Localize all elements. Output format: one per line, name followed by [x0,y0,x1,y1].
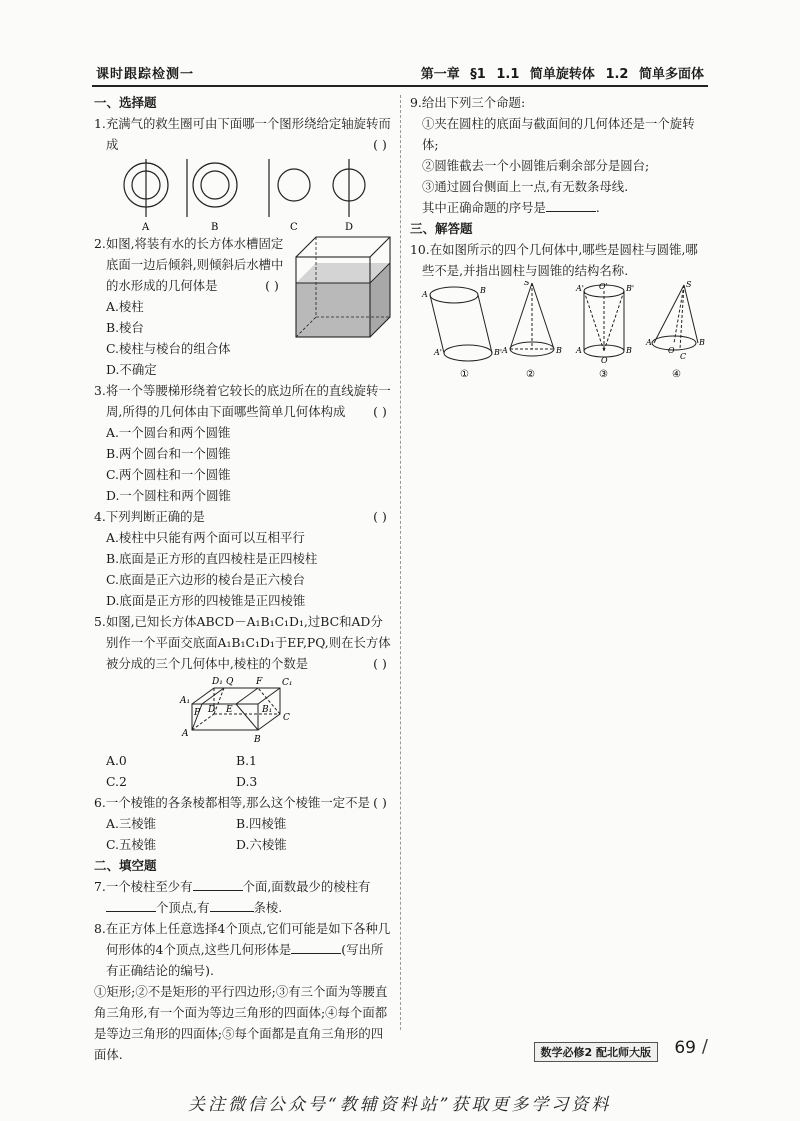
q5-label-d1: D₁ [212,677,223,687]
q10-pt-b: B [480,286,486,295]
q5-label-a1: A₁ [180,696,191,706]
q5-paren: ( ) [373,656,387,671]
q9-text: 9.给出下列三个命题: [410,95,526,110]
question-7 [94,876,394,918]
question-1 [94,113,394,233]
q10-pt-o-4: O [668,346,675,355]
q5-label-b: B [254,735,261,745]
column-divider [400,95,401,1030]
q7-text-4: 条棱. [253,900,283,915]
question-2 [94,233,394,380]
q5-figure [94,674,394,750]
q10-pt-a-2: A [502,346,508,355]
q10-pt-s-4: S [686,281,692,289]
section-fill: 二、填空题 [94,858,157,873]
section-choice: 一、选择题 [94,95,157,110]
q5-label-d: D [208,705,216,715]
q9-blank[interactable] [546,197,596,212]
q4-option-c: C.底面是正六边形的棱台是正六棱台 [106,572,305,587]
q4-text: 4.下列判断正确的是 [94,509,205,524]
q9-item-3: ③通过圆台侧面上一点,有无数条母线. [422,179,629,194]
q5-label-c1: C₁ [282,678,293,688]
q10-pt-o-3: O [601,356,608,365]
q10-pt-b-4: B [699,338,705,347]
q3-option-a: A.一个圆台和两个圆锥 [106,425,231,440]
q3-option-d: D.一个圆柱和两个圆锥 [106,488,231,503]
q10-fig-label-2: ② [526,369,535,380]
question-8 [94,918,394,981]
header-right: 第一章 §1 1.1 简单旋转体 1.2 简单多面体 [420,67,704,82]
q8-statements: ①矩形;②不是矩形的平行四边形;③有三个面为等腰直角三角形,有一个面为等边三角形的四面体;④每个面都是等边三角形的四面体;⑤每个面都是直角三角形的四面体. [94,984,388,1062]
q5-option-d: D.3 [236,774,258,789]
q9-item-1: ①夹在圆柱的底面与截面间的几何体还是一个旋转体; [422,116,695,152]
q2-paren: ( ) [265,278,279,293]
question-6 [94,792,394,855]
q2-option-c: C.棱柱与棱台的组合体 [106,341,231,356]
q2-option-b: B.棱台 [106,320,144,335]
q1-label-a: A [142,222,150,233]
q10-pt-a-4: A [646,338,652,347]
question-5 [94,611,394,792]
q6-option-a: A.三棱锥 [106,816,157,831]
q5-option-a: A.0 [106,753,127,768]
q5-option-c: C.2 [106,774,127,789]
q4-paren: ( ) [373,509,387,524]
q5-option-b: B.1 [236,753,257,768]
q10-text: 10.在如图所示的四个几何体中,哪些是圆柱与圆锥,哪些不是,并指出圆柱与圆锥的结构名称. [410,242,698,278]
q4-option-d: D.底面是正方形的四棱锥是正四棱锥 [106,593,306,608]
q3-option-c: C.两个圆柱和一个圆锥 [106,467,231,482]
q3-text: 3.将一个等腰梯形绕着它较长的底边所在的直线旋转一周,所得的几何体由下面哪些简单几何体构成 [94,383,391,419]
q3-paren: ( ) [373,404,387,419]
q8-text-1: 8.在正方体上任意选择4个顶点,它们可能是如下各种几何形体的4个顶点,这些几何形体是 [94,921,391,957]
q5-label-f: F [256,677,263,687]
q1-text: 1.充满气的救生圈可由下面哪一个图形绕给定轴旋转而成 [94,116,391,152]
page-number: 69 [674,1038,696,1058]
section-answer: 三、解答题 [410,221,473,236]
q5-label-p: P [194,708,201,718]
q9-item-2: ②圆锥截去一个小圆锥后剩余部分是圆台; [422,158,650,173]
q10-pt-a-prime-3: A' [576,284,584,293]
left-column [94,92,394,1065]
q7-text-1: 7.一个棱柱至少有 [94,879,193,894]
q7-blank-2[interactable] [106,897,156,912]
q10-fig-label-1: ① [460,369,469,380]
q5-label-q: Q [226,677,234,687]
q10-pt-s-2: S [524,281,530,287]
q6-paren: ( ) [373,795,387,810]
q5-label-b1: B₁ [262,705,273,715]
q2-text: 2.如图,将装有水的长方体水槽固定底面一边后倾斜,则倾斜后水槽中的水形成的几何体是 [94,236,284,293]
q10-pt-a: A [422,290,428,299]
page-slash: / [701,1036,708,1057]
q2-figure [294,233,394,341]
q1-label-c: C [290,222,298,233]
question-4 [94,506,394,611]
q6-option-b: B.四棱锥 [236,816,287,831]
q10-pt-b-3: B [626,346,632,355]
q1-paren: ( ) [373,137,387,152]
q10-pt-a-prime: A' [434,348,442,357]
q10-pt-o-prime-3: O' [599,282,608,291]
right-column [410,92,710,381]
q7-blank-3[interactable] [210,897,254,912]
q6-option-c: C.五棱锥 [106,837,157,852]
q10-figure [410,281,710,381]
q1-label-b: B [211,222,219,233]
q6-text: 6.一个棱锥的各条棱都相等,那么这个棱锥一定不是 [94,795,370,810]
q8-text-2: (写出所有正确结论的编号). [106,942,384,978]
q9-tail-2: . [595,200,600,215]
q5-label-e: E [226,705,233,715]
q5-label-c: C [283,713,290,723]
q8-blank[interactable] [291,939,341,954]
q10-fig-label-3: ③ [599,369,608,380]
q7-blank-1[interactable] [193,876,243,891]
q4-option-b: B.底面是正方形的直四棱柱是正四棱柱 [106,551,318,566]
q5-text: 5.如图,已知长方体ABCD－A₁B₁C₁D₁,过BC和AD分别作一个平面交底面A₁B₁C₁D₁于EF,PQ,则在长方体被分成的三个几何体中,棱柱的个数是 [94,614,391,671]
q3-option-b: B.两个圆台和一个圆锥 [106,446,231,461]
q10-pt-b-prime: B' [494,348,503,357]
q10-pt-b-prime-3: B' [626,284,635,293]
q4-option-a: A.棱柱中只能有两个面可以互相平行 [106,530,305,545]
footer-badge: 数学必修2 配北师大版 [534,1042,658,1062]
q9-tail-1: 其中正确命题的序号是 [422,200,546,215]
q9-answer-line [410,197,710,218]
q6-option-d: D.六棱锥 [236,837,287,852]
q5-label-a: A [182,729,189,739]
q7-text-2: 个面,面数最少的棱柱有 [242,879,371,894]
q1-figure [94,155,394,233]
question-3 [94,380,394,506]
q10-pt-c-4: C [680,352,687,361]
q10-pt-a-3: A [576,346,582,355]
q10-fig-label-4: ④ [672,369,681,380]
q1-label-d: D [345,222,354,233]
watermark: 关注微信公众号“教辅资料站”获取更多学习资料 [188,1095,612,1115]
q2-option-a: A.棱柱 [106,299,144,314]
q10-pt-b-2: B [556,346,562,355]
q2-option-d: D.不确定 [106,362,157,377]
q7-text-3: 个顶点,有 [156,900,210,915]
header-left: 课时跟踪检测一 [96,67,195,82]
header-rule [92,85,708,87]
